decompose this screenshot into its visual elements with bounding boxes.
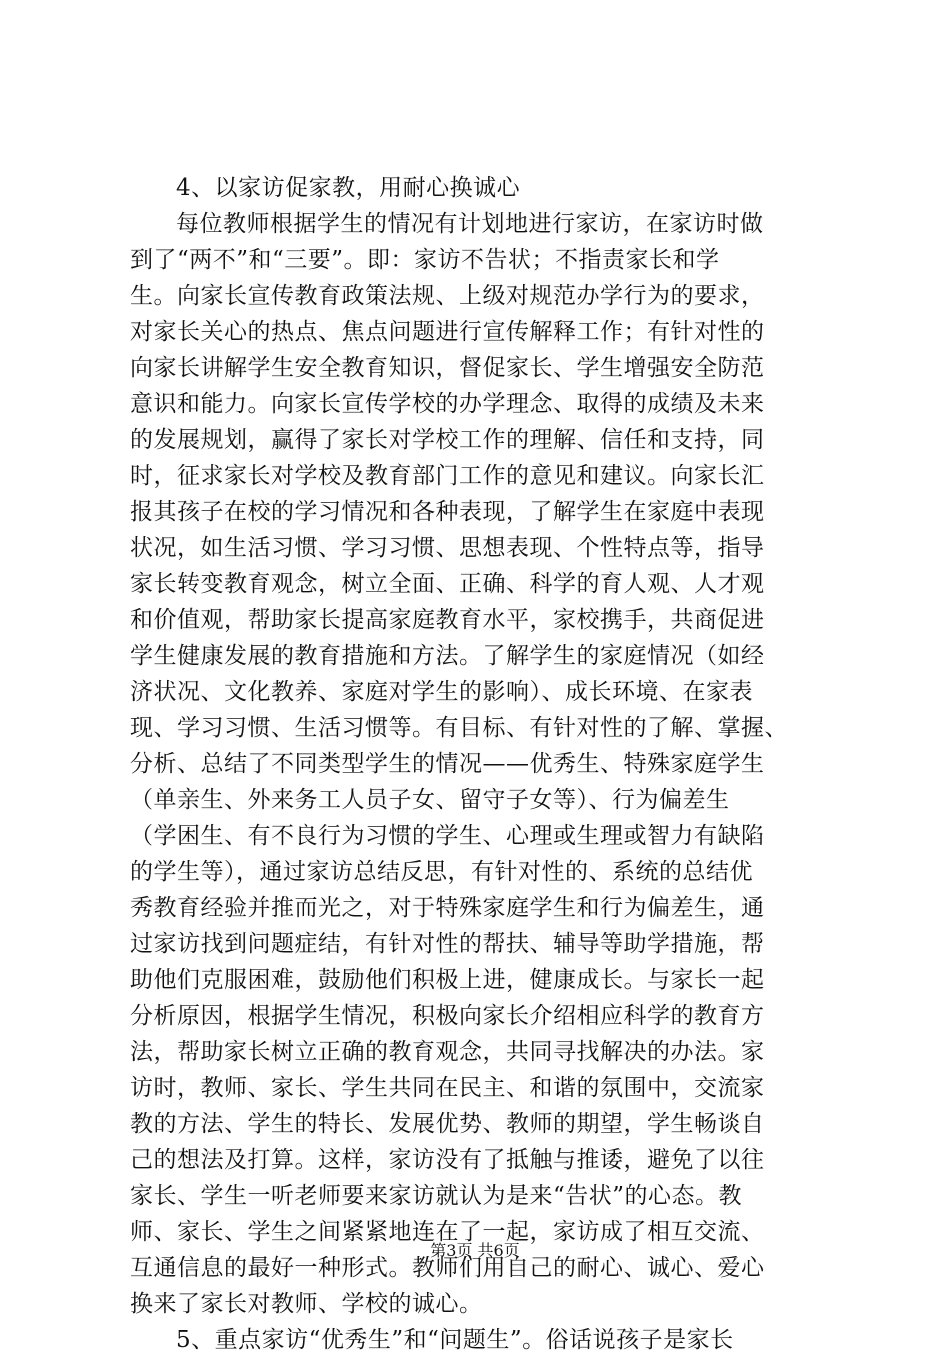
paragraph-line: 教的方法、学生的特长、发展优势、教师的期望，学生畅谈自 — [130, 1111, 765, 1137]
paragraph-line: 的学生等），通过家访总结反思，有针对性的、系统的总结优 — [130, 859, 753, 885]
section-heading-5: 5、重点家访“优秀生”和“问题生”。俗话说孩子是家长 — [176, 1327, 734, 1353]
paragraph-line: 秀教育经验并推而光之，对于特殊家庭学生和行为偏差生，通 — [130, 895, 765, 921]
paragraph-line: 生。向家长宣传教育政策法规、上级对规范办学行为的要求， — [130, 283, 765, 309]
paragraph-line: 过家访找到问题症结，有针对性的帮扶、辅导等助学措施，帮 — [130, 931, 765, 957]
paragraph-line: 每位教师根据学生的情况有计划地进行家访，在家访时做 — [176, 211, 764, 237]
paragraph-line: 家长转变教育观念，树立全面、正确、科学的育人观、人才观 — [130, 571, 765, 597]
paragraph-line: 和价值观，帮助家长提高家庭教育水平，家校携手，共商促进 — [130, 607, 765, 633]
paragraph-line: 向家长讲解学生安全教育知识，督促家长、学生增强安全防范 — [130, 355, 765, 381]
paragraph-home-visit — [130, 206, 830, 1322]
paragraph-line: 现、学习习惯、生活习惯等。有目标、有针对性的了解、掌握、 — [130, 715, 788, 741]
paragraph-line: 时，征求家长对学校及教育部门工作的意见和建议。向家长汇 — [130, 463, 765, 489]
paragraph-line: 己的想法及打算。这样，家访没有了抵触与推诿，避免了以往 — [130, 1147, 765, 1173]
paragraph-line: （学困生、有不良行为习惯的学生、心理或生理或智力有缺陷 — [130, 823, 765, 849]
paragraph-line: 互通信息的最好一种形式。教师们用自己的耐心、诚心、爱心 — [130, 1255, 765, 1281]
paragraph-line: 学生健康发展的教育措施和方法。了解学生的家庭情况（如经 — [130, 643, 765, 669]
paragraph-line: 分析原因，根据学生情况，积极向家长介绍相应科学的教育方 — [130, 1003, 765, 1029]
paragraph-line: 家长、学生一听老师要来家访就认为是来“告状”的心态。教 — [130, 1183, 743, 1209]
paragraph-line: 状况，如生活习惯、学习习惯、思想表现、个性特点等，指导 — [130, 535, 765, 561]
paragraph-line: 报其孩子在校的学习情况和各种表现，了解学生在家庭中表现 — [130, 499, 765, 525]
paragraph-line: 访时，教师、家长、学生共同在民主、和谐的氛围中，交流家 — [130, 1075, 765, 1101]
paragraph-line: 换来了家长对教师、学校的诚心。 — [130, 1291, 483, 1317]
paragraph-line: 助他们克服困难，鼓励他们积极上进，健康成长。与家长一起 — [130, 967, 765, 993]
paragraph-line: 师、家长、学生之间紧紧地连在了一起，家访成了相互交流、 — [130, 1219, 765, 1245]
paragraph-line: （单亲生、外来务工人员子女、留守子女等）、行为偏差生 — [130, 787, 730, 813]
paragraph-line: 对家长关心的热点、焦点问题进行宣传解释工作；有针对性的 — [130, 319, 765, 345]
paragraph-line: 法，帮助家长树立正确的教育观念，共同寻找解决的办法。家 — [130, 1039, 765, 1065]
paragraph-line: 意识和能力。向家长宣传学校的办学理念、取得的成绩及未来 — [130, 391, 765, 417]
paragraph-line: 到了“两不”和“三要”。即：家访不告状；不指责家长和学 — [130, 247, 720, 273]
page-footer: 第3页 共6页 — [430, 1241, 520, 1260]
paragraph-line: 分析、总结了不同类型学生的情况——优秀生、特殊家庭学生 — [130, 751, 765, 777]
paragraph-line: 济状况、文化教养、家庭对学生的影响）、成长环境、在家表 — [130, 679, 753, 705]
section-heading-4: 4、以家访促家教，用耐心换诚心 — [176, 175, 521, 201]
document-body — [130, 170, 830, 1358]
paragraph-line: 的发展规划，赢得了家长对学校工作的理解、信任和支持，同 — [130, 427, 765, 453]
